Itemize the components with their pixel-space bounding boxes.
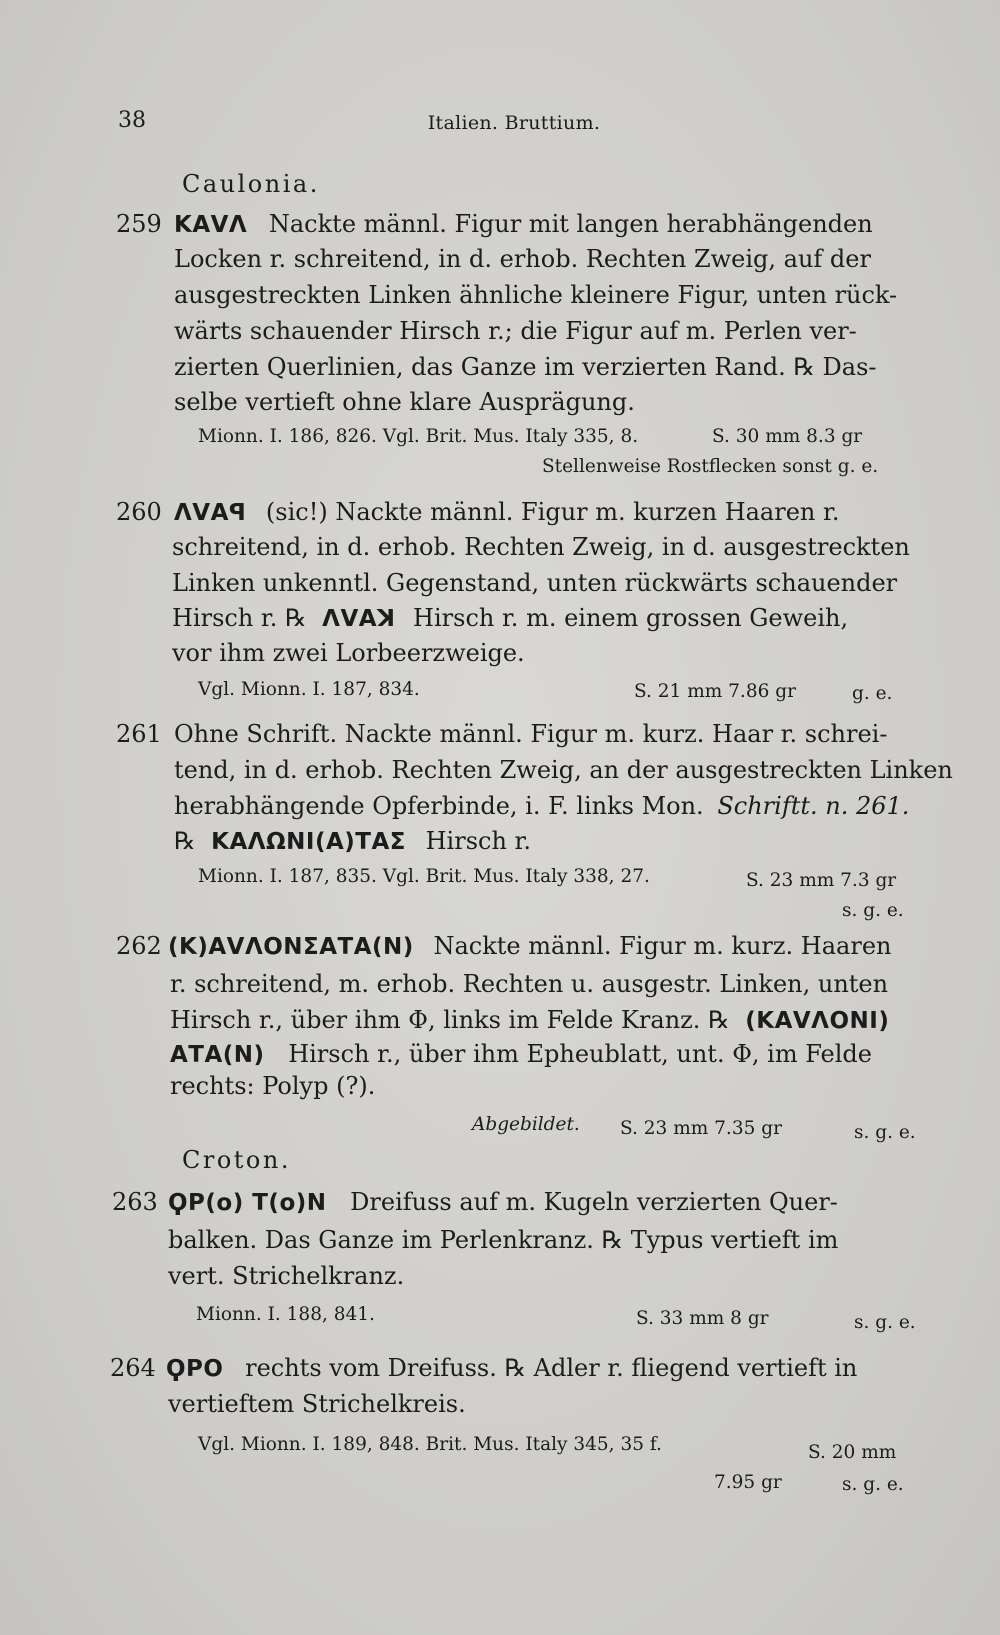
description-text: selbe vertieft ohne klare Ausprägung. xyxy=(174,388,635,416)
measurements: S. 21 mm 7.86 gr xyxy=(634,681,796,702)
entry-line xyxy=(116,212,873,237)
condition: s. g. e. xyxy=(854,1312,916,1333)
description-text: tend, in d. erhob. Rechten Zweig, an der ausgestreckten Linken xyxy=(174,756,953,784)
coin-legend: ΛVΑꓘ xyxy=(322,606,396,632)
entry-line xyxy=(116,500,839,525)
description-text: vert. Strichelkranz. xyxy=(168,1262,405,1290)
reference: Mionn. I. 188, 841. xyxy=(196,1304,375,1325)
illustrated-note: Abgebildet. xyxy=(472,1114,580,1135)
measurements: S. 23 mm 7.3 gr xyxy=(746,870,897,891)
description-text: Ohne Schrift. Nackte männl. Figur m. kurz. Haar r. schrei- xyxy=(174,720,888,748)
description-text: rechts vom Dreifuss. ℞ Adler r. fliegend vertieft in xyxy=(245,1354,858,1382)
reference: Vgl. Mionn. I. 187, 834. xyxy=(198,679,420,700)
entry-number: 263 xyxy=(112,1188,158,1216)
entry-number: 260 xyxy=(116,498,162,526)
description-text: Hirsch r., über ihm Epheublatt, unt. Φ, im Felde xyxy=(288,1040,872,1068)
entry-line xyxy=(174,829,531,854)
reference: Mionn. I. 187, 835. Vgl. Brit. Mus. Italy 338, 27. xyxy=(198,866,650,887)
entry-number: 261 xyxy=(116,720,162,748)
description-text: Hirsch r. ℞ xyxy=(172,604,307,632)
condition: s. g. e. xyxy=(854,1122,916,1143)
entry-number: 262 xyxy=(116,932,162,960)
section-heading-croton: Croton. xyxy=(182,1146,291,1174)
section-heading-caulonia: Caulonia. xyxy=(182,170,320,198)
description-text: Hirsch r., über ihm Φ, links im Felde Kranz. ℞ xyxy=(170,1006,730,1034)
description-text: rechts: Polyp (?). xyxy=(170,1072,376,1100)
weight: 7.95 gr xyxy=(714,1472,782,1493)
measurements: S. 23 mm 7.35 gr xyxy=(620,1118,782,1139)
description-text: Linken unkenntl. Gegenstand, unten rückwärts schauender xyxy=(172,569,898,597)
entry-line xyxy=(170,1008,889,1033)
measurements: S. 30 mm 8.3 gr xyxy=(712,426,863,447)
condition: s. g. e. xyxy=(842,900,904,921)
entry-line xyxy=(116,722,887,746)
description-text: Locken r. schreitend, in d. erhob. Rechten Zweig, auf der xyxy=(174,245,871,273)
entry-line xyxy=(116,934,891,959)
page-header xyxy=(118,108,910,138)
description-text: zierten Querlinien, das Ganze im verzierten Rand. ℞ Das- xyxy=(174,353,877,381)
description-text: ausgestreckten Linken ähnliche kleinere Figur, unten rück- xyxy=(174,281,898,309)
condition: Stellenweise Rostflecken sonst g. e. xyxy=(542,456,879,477)
description-text: r. schreitend, m. erhob. Rechten u. ausgestr. Linken, unten xyxy=(170,970,889,998)
measurements: S. 20 mm xyxy=(808,1442,897,1463)
running-title: Italien. Bruttium. xyxy=(427,112,601,134)
page-number: 38 xyxy=(118,108,146,133)
description-text: herabhängende Opferbinde, i. F. links Mon. xyxy=(174,792,704,820)
coin-legend: (Κ)ΑVΛΟΝΣΑΤΑ(Ν) xyxy=(168,934,414,960)
entry-line xyxy=(110,1356,857,1381)
description-text: vertieftem Strichelkreis. xyxy=(168,1390,466,1418)
description-text: balken. Das Ganze im Perlenkranz. ℞ Typus vertieft im xyxy=(168,1226,839,1254)
description-text: wärts schauender Hirsch r.; die Figur auf m. Perlen ver- xyxy=(174,317,857,345)
entry-line xyxy=(112,1190,838,1215)
reference: Vgl. Mionn. I. 189, 848. Brit. Mus. Italy 345, 35 f. xyxy=(198,1434,662,1455)
entry-line xyxy=(170,1042,872,1067)
reverse-symbol: ℞ xyxy=(174,827,196,855)
reference: Mionn. I. 186, 826. Vgl. Brit. Mus. Italy 335, 8. xyxy=(198,426,639,447)
entry-line xyxy=(174,794,909,818)
measurements: S. 33 mm 8 gr xyxy=(636,1308,769,1329)
description-text: Hirsch r. m. einem grossen Geweih, xyxy=(413,604,849,632)
coin-legend: ΚΑΛΩΝΙ(Α)ΤΑΣ xyxy=(211,829,406,855)
coin-legend: ΚΑVΛ xyxy=(174,212,248,238)
coin-legend: ϘΡ(ο) Τ(ο)Ν xyxy=(168,1190,327,1216)
condition: g. e. xyxy=(852,683,893,704)
condition: s. g. e. xyxy=(842,1474,904,1495)
entry-number: 264 xyxy=(110,1354,156,1382)
entry-number: 259 xyxy=(116,210,162,238)
description-text: Dreifuss auf m. Kugeln verzierten Quer- xyxy=(350,1188,838,1216)
description-text: vor ihm zwei Lorbeerzweige. xyxy=(172,639,525,667)
description-text: Hirsch r. xyxy=(425,827,531,855)
coin-legend: ΛVΑꟼ xyxy=(174,500,247,526)
coin-legend: (ΚΑVΛΟΝΙ) xyxy=(745,1008,890,1034)
coin-legend: ΑΤΑ(Ν) xyxy=(170,1042,265,1068)
description-text: (sic!) Nackte männl. Figur m. kurzen Haaren r. xyxy=(265,498,840,526)
description-text: Nackte männl. Figur mit langen herabhängenden xyxy=(268,210,873,238)
entry-line xyxy=(172,606,848,631)
description-text: schreitend, in d. erhob. Rechten Zweig, in d. ausgestreckten xyxy=(172,533,910,561)
description-text: Nackte männl. Figur m. kurz. Haaren xyxy=(433,932,892,960)
script-table-reference: Schriftt. n. 261. xyxy=(717,792,910,820)
coin-legend: ϘΡΟ xyxy=(166,1356,224,1382)
